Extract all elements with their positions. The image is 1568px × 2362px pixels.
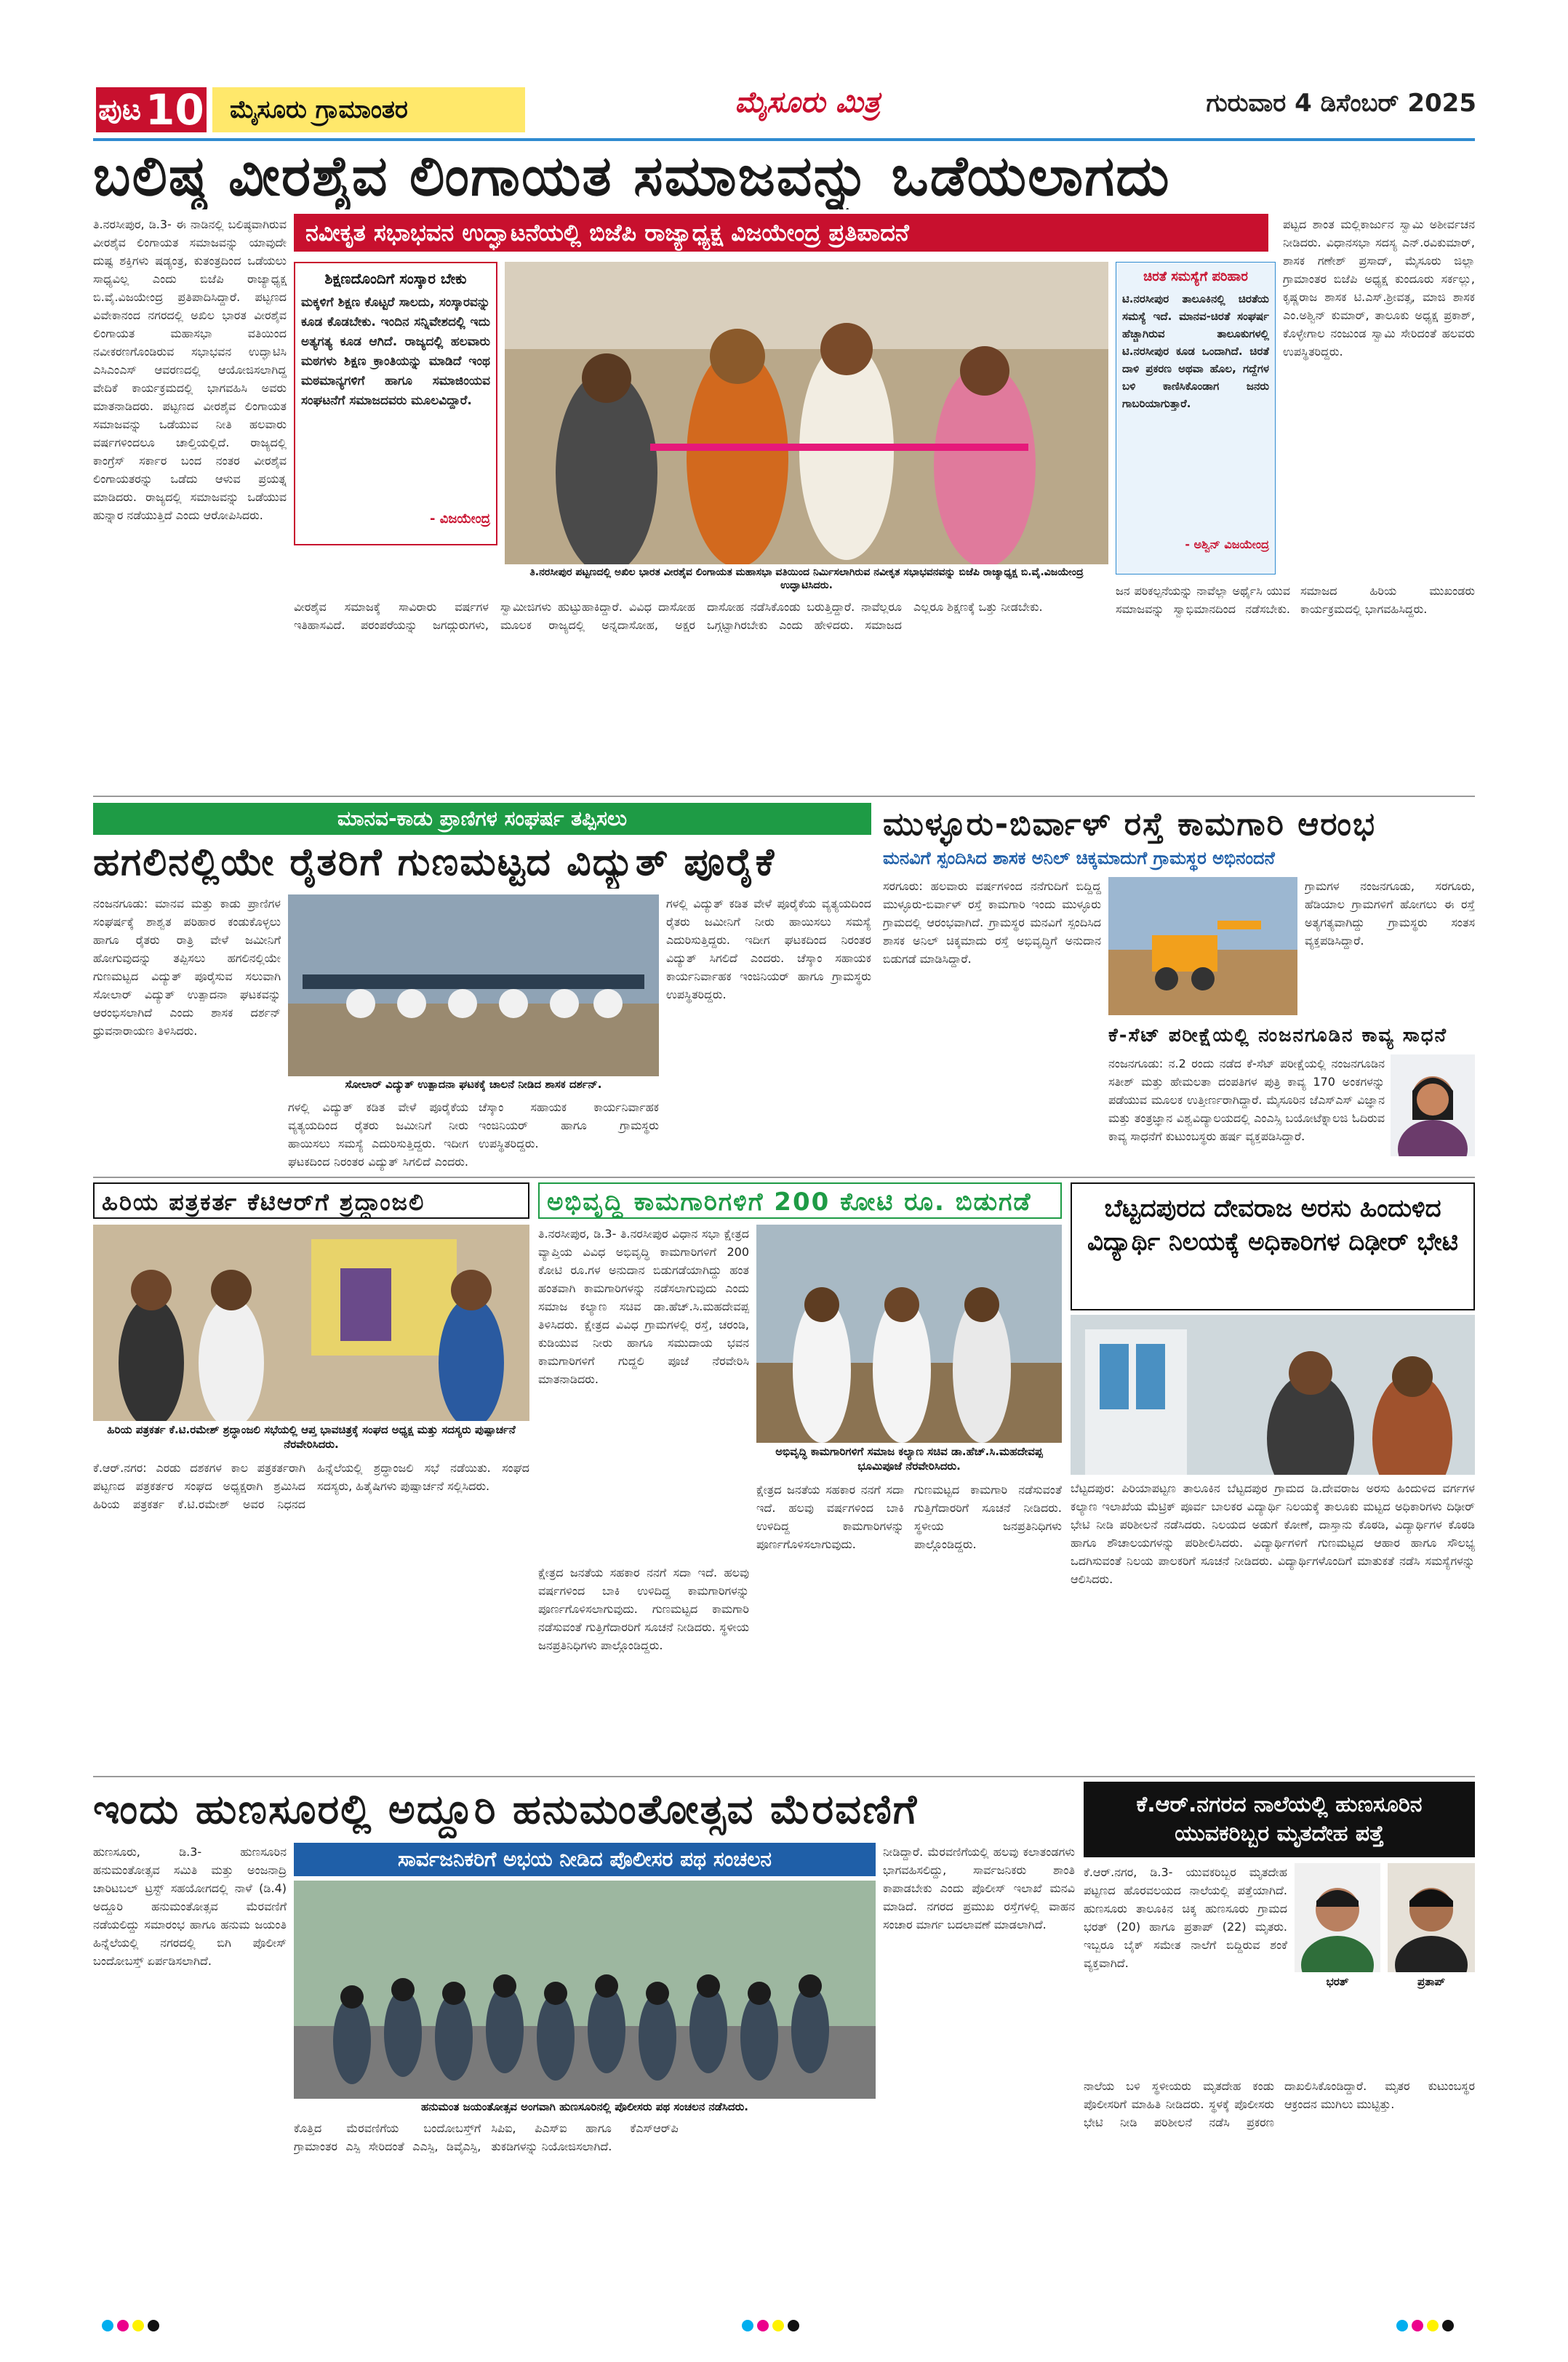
side-box-body: ಟಿ.ನರಸೀಪುರ ತಾಲೂಕಿನಲ್ಲಿ ಚಿರತೆಯ ಸಮಸ್ಯೆ ಇದೆ. ಮಾನವ-ಚಿರತೆ ಸಂಘರ್ಷ ಹೆಚ್ಚಾಗಿರುವ ತಾಲೂಕುಗಳಲ್ಲಿ ಟಿ.ನರಸೀಪುರ ಕೂಡ ಒಂದಾಗಿದೆ. ಚಿರತೆ ದಾಳಿ ಪ್ರಕರಣ ಅಥವಾ ಹೊಲ, ಗದ್ದೆಗಳ ಬಳಿ ಕಾಣಿಸಿಕೊಂಡಾಗ ಜನರು ಗಾಬರಿಯಾಗುತ್ತಾರೆ. — [1122, 292, 1269, 411]
power-photo-scene — [288, 894, 659, 1076]
lead-subhead: ನವೀಕೃತ ಸಭಾಭವನ ಉದ್ಘಾಟನೆಯಲ್ಲಿ ಬಿಜೆಪಿ ರಾಜ್ಯಾಧ್ಯಕ್ಷ ವಿಜಯೇಂದ್ರ ಪ್ರತಿಪಾದನೆ — [294, 214, 1268, 252]
kset-body: ನಂಜನಗೂಡು: ನ.2 ರಂದು ನಡೆದ ಕೆ-ಸೆಟ್ ಪರೀಕ್ಷೆಯಲ್ಲಿ ನಂಜನಗೂಡಿನ ಸತೀಶ್ ಮತ್ತು ಹೇಮಲತಾ ದಂಪತಿಗಳ ಪುತ್ರಿ ಕಾವ್ಯ 170 ಅಂಕಗಳನ್ನು ಪಡೆಯುವ ಮೂಲಕ ಉತ್ತೀರ್ಣರಾಗಿದ್ದಾರೆ. ಮೈಸೂರಿನ ಜೆಎಸ್‌ಎಸ್ ವಿಜ್ಞಾನ ಮತ್ತು ತಂತ್ರಜ್ಞಾನ ವಿಶ್ವವಿದ್ಯಾಲಯದಲ್ಲಿ ಎಂಎಸ್ಸಿ ಬಯೋಟೆಕ್ನಾಲಜಿ ಓದಿರುವ ಕಾವ್ಯ ಸಾಧನೆಗೆ ಕುಟುಂಬಸ್ಥರು ಹರ್ಷ ವ್ಯಕ್ತಪಡಿಸಿದ್ದಾರೆ. — [1108, 1057, 1385, 1143]
drown-name-1: ಭರತ್ — [1326, 1975, 1349, 1988]
hanuman-body: ಹುಣಸೂರು, ಡಿ.3- ಹುಣಸೂರಿನ ಹನುಮಂತೋತ್ಸವ ಸಮಿತಿ ಮತ್ತು ಅಂಜನಾದ್ರಿ ಚಾರಿಟಬಲ್ ಟ್ರಸ್ಟ್ ಸಹಯೋಗದಲ್ಲಿ ನಾಳೆ (ಡಿ.4) ಅದ್ದೂರಿ ಹನುಮಂತೋತ್ಸವ ಮೆರವಣಿಗೆ ನಡೆಯಲಿದ್ದು ಸಮಾರಂಭ ಹಾಗೂ ಹನುಮ ಜಯಂತಿ ಹಿನ್ನೆಲೆಯಲ್ಲಿ ನಗರದಲ್ಲಿ ಬಿಗಿ ಪೊಲೀಸ್ ಬಂದೋಬಸ್ತ್ ಏರ್ಪಡಿಸಲಾಗಿದೆ. — [93, 1845, 287, 1968]
masthead-logo: ಮೈಸೂರು ಮಿತ್ರ — [735, 86, 880, 119]
quote-box — [294, 262, 497, 545]
dev-headline: ಅಭಿವೃದ್ಧಿ ಕಾಮಗಾರಿಗಳಿಗೆ 200 ಕೋಟಿ ರೂ. ಬಿಡುಗಡೆ — [538, 1182, 1062, 1219]
hanuman-headline: ಇಂದು ಹುಣಸೂರಲ್ಲಿ ಅದ್ದೂರಿ ಹನುಮಂತೋತ್ಸವ ಮೆರವಣಿಗೆ — [93, 1786, 919, 1833]
drown-headline: ಕೆ.ಆರ್.ನಗರದ ನಾಲೆಯಲ್ಲಿ ಹುಣಸೂರಿನ ಯುವಕರಿಬ್ಬರ ಮೃತದೇಹ ಪತ್ತೆ — [1084, 1782, 1475, 1857]
section-title: ಮೈಸೂರು ಗ್ರಾಮಾಂತರ — [212, 87, 525, 132]
registration-marks-center — [742, 2320, 803, 2334]
hanuman-body-low: ಕೊತ್ತಿದ ಮೆರವಣಿಗೆಯ ಬಂದೋಬಸ್ತ್‌ಗೆ ಗ್ರಾಮಾಂತರ ಎಸ್ಪಿ ಸೇರಿದಂತೆ ಎಎಸ್ಪಿ, ಡಿವೈಎಸ್ಪಿ, ಸಿಪಿಐ, ಪಿಎಸ್ಐ ಹಾಗೂ ಕೆಎಸ್ಆರ್‌ಪಿ ತುಕಡಿಗಳನ್ನು ನಿಯೋಜಿಸಲಾಗಿದೆ. — [294, 2121, 679, 2153]
side-box-author: - ಅಶ್ವಿನ್ ವಿಜಯೇಂದ್ರ — [1185, 537, 1269, 552]
issue-date: ಗುರುವಾರ 4 ಡಿಸೆಂಬರ್ 2025 — [1206, 89, 1476, 118]
section-divider-3 — [93, 1776, 1475, 1777]
road-photo-scene — [1108, 877, 1297, 1015]
road-body: ಸರಗೂರು: ಹಲವಾರು ವರ್ಷಗಳಿಂದ ನನೆಗುದಿಗೆ ಬಿದ್ದಿದ್ದ ಮುಳ್ಳೂರು-ಬಿರ್ವಾಳ್ ರಸ್ತೆ ಕಾಮಗಾರಿ ಇಂದು ಮುಳ್ಳೂರು ಗ್ರಾಮದಲ್ಲಿ ಆರಂಭವಾಗಿದೆ. ಗ್ರಾಮಸ್ಥರ ಮನವಿಗೆ ಸ್ಪಂದಿಸಿದ ಶಾಸಕ ಅನಿಲ್ ಚಿಕ್ಕಮಾದು ರಸ್ತೆ ಅಭಿವೃದ್ಧಿಗೆ ಅನುದಾನ ಬಿಡುಗಡೆ ಮಾಡಿಸಿದ್ದಾರೆ. — [883, 879, 1101, 966]
dev-photo-scene — [756, 1225, 1062, 1443]
dev-photo-caption: ಅಭಿವೃದ್ಧಿ ಕಾಮಗಾರಿಗಳಿಗೆ ಸಮಾಜ ಕಲ್ಯಾಣ ಸಚಿವ ಡಾ.ಹೆಚ್.ಸಿ.ಮಹದೇವಪ್ಪ ಭೂಮಿಪೂಜೆ ನೆರವೇರಿಸಿದರು. — [775, 1445, 1043, 1473]
drown-portrait-2 — [1388, 1863, 1475, 1972]
drown-portrait-1-figure — [1295, 1863, 1380, 1972]
lead-body-mid: ವೀರಶೈವ ಸಮಾಜಕ್ಕೆ ಸಾವಿರಾರು ವರ್ಷಗಳ ಇತಿಹಾಸವಿದೆ. ಪರಂಪರೆಯನ್ನು ಜಗದ್ಗುರುಗಳು, ಸ್ವಾಮೀಜಿಗಳು ಹುಟ್ಟುಹಾಕಿದ್ದಾರೆ. ವಿವಿಧ ದಾಸೋಹ ಮೂಲಕ ರಾಜ್ಯದಲ್ಲಿ ಅನ್ನದಾಸೋಹ, ಅಕ್ಷರ ದಾಸೋಹ ನಡೆಸಿಕೊಂಡು ಬರುತ್ತಿದ್ದಾರೆ. ನಾವೆಲ್ಲರೂ ಒಗ್ಗಟ್ಟಾಗಿರಬೇಕು ಎಂದು ಹೇಳಿದರು. ಸಮಾಜದ ಎಲ್ಲರೂ ಶಿಕ್ಷಣಕ್ಕೆ ಒತ್ತು ನೀಡಬೇಕು. — [294, 600, 1043, 632]
page-number: 10 — [145, 85, 204, 135]
power-photo — [288, 894, 659, 1076]
drown-body: ಕೆ.ಆರ್.ನಗರ, ಡಿ.3- ಯುವಕರಿಬ್ಬರ ಮೃತದೇಹ ಪಟ್ಟಣದ ಹೊರವಲಯದ ನಾಲೆಯಲ್ಲಿ ಪತ್ತೆಯಾಗಿದೆ. ಹುಣಸೂರು ತಾಲೂಕಿನ ಚಿಕ್ಕ ಹುಣಸೂರು ಗ್ರಾಮದ ಭರತ್ (20) ಹಾಗೂ ಪ್ರತಾಪ್ (22) ಮೃತರು. ಇಬ್ಬರೂ ಬೈಕ್ ಸಮೇತ ನಾಲೆಗೆ ಬಿದ್ದಿರುವ ಶಂಕೆ ವ್ಯಕ್ತವಾಗಿದೆ. — [1084, 1865, 1287, 1970]
road-photo — [1108, 877, 1297, 1015]
page-label: ಪುಟ — [98, 93, 141, 127]
side-box — [1116, 262, 1276, 575]
tribute-photo-caption: ಹಿರಿಯ ಪತ್ರಕರ್ತ ಕೆ.ಟಿ.ರಮೇಶ್ ಶ್ರದ್ಧಾಂಜಲಿ ಸಭೆಯಲ್ಲಿ ಆಪ್ತ ಭಾವಚಿತ್ರಕ್ಕೆ ಸಂಘದ ಅಧ್ಯಕ್ಷ ಮತ್ತು ಸದಸ್ಯರು ಪುಷ್ಪಾರ್ಚನೆ ನೆರವೇರಿಸಿದರು. — [107, 1423, 516, 1451]
tribute-body: ಕೆ.ಆರ್.ನಗರ: ಎರಡು ದಶಕಗಳ ಕಾಲ ಪತ್ರಕರ್ತರಾಗಿ ಪಟ್ಟಣದ ಪತ್ರಕರ್ತರ ಸಂಘದ ಅಧ್ಯಕ್ಷರಾಗಿ ಶ್ರಮಿಸಿದ ಹಿರಿಯ ಪತ್ರಕರ್ತ ಕೆ.ಟಿ.ರಮೇಶ್ ಅವರ ನಿಧನದ ಹಿನ್ನೆಲೆಯಲ್ಲಿ ಶ್ರದ್ಧಾಂಜಲಿ ಸಭೆ ನಡೆಯಿತು. ಸಂಘದ ಸದಸ್ಯರು, ಹಿತೈಷಿಗಳು ಪುಷ್ಪಾರ್ಚನೆ ಸಲ್ಲಿಸಿದರು. — [93, 1461, 529, 1511]
kset-headline: ಕೆ-ಸೆಟ್ ಪರೀಕ್ಷೆಯಲ್ಲಿ ನಂಜನಗೂಡಿನ ಕಾವ್ಯ ಸಾಧನೆ — [1108, 1025, 1448, 1046]
quote-author: - ವಿಜಯೇಂದ್ರ — [429, 511, 490, 527]
tribute-photo-scene — [93, 1225, 529, 1421]
power-photo-caption: ಸೋಲಾರ್ ವಿದ್ಯುತ್ ಉತ್ಪಾದನಾ ಘಟಕಕ್ಕೆ ಚಾಲನೆ ನೀಡಿದ ಶಾಸಕ ದರ್ಶನ್. — [345, 1078, 602, 1091]
road-headline: ಮುಳ್ಳೂರು-ಬಿರ್ವಾಳ್ ರಸ್ತೆ ಕಾಮಗಾರಿ ಆರಂಭ — [883, 806, 1377, 843]
hanuman-subhead: ಸಾರ್ವಜನಿಕರಿಗೆ ಅಭಯ ನೀಡಿದ ಪೊಲೀಸರ ಪಥ ಸಂಚಲನ — [294, 1843, 876, 1876]
hostel-headline: ಬೆಟ್ಟದಪುರದ ದೇವರಾಜ ಅರಸು ಹಿಂದುಳಿದ ವಿದ್ಯಾರ್ಥಿ ನಿಲಯಕ್ಕೆ ಅಧಿಕಾರಿಗಳ ದಿಢೀರ್ ಭೇಟಿ — [1071, 1182, 1475, 1310]
lead-photo-caption: ತಿ.ನರಸೀಪುರ ಪಟ್ಟಣದಲ್ಲಿ ಅಖಿಲ ಭಾರತ ವೀರಶೈವ ಲಿಂಗಾಯತ ಮಹಾಸಭಾ ವತಿಯಿಂದ ನಿರ್ಮಿಸಲಾಗಿರುವ ನವೀಕೃತ ಸಭಾಭವನವನ್ನು ಬಿಜೆಪಿ ರಾಜ್ಯಾಧ್ಯಕ್ಷ ಬಿ.ವೈ.ವಿಜಯೇಂದ್ರ ಉದ್ಘಾಟಿಸಿದರು. — [529, 567, 1084, 591]
hanuman-photo-scene — [294, 1881, 876, 2099]
registration-marks-left — [102, 2320, 163, 2334]
lead-headline: ಬಲಿಷ್ಠ ವೀರಶೈವ ಲಿಂಗಾಯತ ಸಮಾಜವನ್ನು ಒಡೆಯಲಾಗದು — [93, 143, 1171, 208]
quote-title: ಶಿಕ್ಷಣದೊಂದಿಗೆ ಸಂಸ್ಕಾರ ಬೇಕು — [324, 270, 467, 287]
power-headline: ಹಗಲಿನಲ್ಲಿಯೇ ರೈತರಿಗೆ ಗುಣಮಟ್ಟದ ವಿದ್ಯುತ್ ಪೂರೈಕೆ — [93, 841, 776, 884]
kset-portrait-figure — [1391, 1054, 1475, 1156]
page-number-badge — [93, 84, 209, 135]
road-body-side: ಗ್ರಾಮಗಳ ನಂಜನಗೂಡು, ಸರಗೂರು, ಹೆಡಿಯಾಲ ಗ್ರಾಮಗಳಿಗೆ ಹೋಗಲು ಈ ರಸ್ತೆ ಅತ್ಯಗತ್ಯವಾಗಿದ್ದು ಗ್ರಾಮಸ್ಥರು ಸಂತಸ ವ್ಯಕ್ತಪಡಿಸಿದ್ದಾರೆ. — [1305, 879, 1475, 948]
lead-body-right: ಪಟ್ಟದ ಶಾಂತ ಮಲ್ಲಿಕಾರ್ಜುನ ಸ್ವಾಮಿ ಅಶೀರ್ವಚನ ನೀಡಿದರು. ವಿಧಾನಸಭಾ ಸದಸ್ಯ ಎನ್.ರವಿಕುಮಾರ್, ಶಾಸಕ ಗಣೇಶ್ ಪ್ರಸಾದ್, ಮೈಸೂರು ಜಿಲ್ಲಾ ಗ್ರಾಮಾಂತರ ಬಿಜೆಪಿ ಅಧ್ಯಕ್ಷ ಕುಂದೂರು ಸರ್ಕಲ್ಲು, ಕೃಷ್ಣರಾಜ ಶಾಸಕ ಟಿ.ಎಸ್.ಶ್ರೀವತ್ಸ, ಮಾಜಿ ಶಾಸಕ ಎಂ.ಅಶ್ವಿನ್ ಕುಮಾರ್, ತಾಲೂಕು ಅಧ್ಯಕ್ಷ ಪ್ರಕಾಶ್, ಕೊಳ್ಳೇಗಾಲ ನಂಜುಂಡ ಸ್ವಾಮಿ ಸೇರಿದಂತೆ ಹಲವರು ಉಪಸ್ಥಿತರಿದ್ದರು. — [1283, 217, 1475, 359]
lead-photo-scene — [505, 262, 1108, 564]
lead-body-left: ತಿ.ನರಸೀಪುರ, ಡಿ.3- ಈ ನಾಡಿನಲ್ಲಿ ಬಲಿಷ್ಠವಾಗಿರುವ ವೀರಶೈವ ಲಿಂಗಾಯತ ಸಮಾಜವನ್ನು ಯಾವುದೇ ದುಷ್ಟ ಶಕ್ತಿಗಳು ಷಡ್ಯಂತ್ರ, ಕುತಂತ್ರದಿಂದ ಒಡೆಯಲು ಸಾಧ್ಯವಿಲ್ಲ ಎಂದು ಬಿಜೆಪಿ ರಾಜ್ಯಾಧ್ಯಕ್ಷ ಬಿ.ವೈ.ವಿಜಯೇಂದ್ರ ಪ್ರತಿಪಾದಿಸಿದ್ದಾರೆ. ಪಟ್ಟಣದ ವಿವೇಕಾನಂದ ನಗರದಲ್ಲಿ ಅಖಿಲ ಭಾರತ ವೀರಶೈವ ಲಿಂಗಾಯತ ಮಹಾಸಭಾ ವತಿಯಿಂದ ನವೀಕರಣಗೊಂಡಿರುವ ಸಭಾಭವನ ಉದ್ಘಾಟಿಸಿ ಎಸಿಎಂಎಸ್ ಆವರಣದಲ್ಲಿ ಆಯೋಜಿಸಲಾಗಿದ್ದ ವೇದಿಕೆ ಕಾರ್ಯಕ್ರಮದಲ್ಲಿ ಭಾಗವಹಿಸಿ ಅವರು ಮಾತನಾಡಿದರು. ಪಟ್ಟಣದ ವೀರಶೈವ ಲಿಂಗಾಯತ ಸಮಾಜವನ್ನು ಒಡೆಯುವ ನೀತಿ ಹಲವಾರು ವರ್ಷಗಳಿಂದಲೂ ಚಾಲ್ತಿಯಲ್ಲಿದೆ. ರಾಜ್ಯದಲ್ಲಿ ಕಾಂಗ್ರೆಸ್ ಸರ್ಕಾರ ಬಂದ ನಂತರ ವೀರಶೈವ ಲಿಂಗಾಯತರನ್ನು ಒಡೆದು ಆಳುವ ಪ್ರಯತ್ನ ಮಾಡಿದರು. ರಾಜ್ಯದಲ್ಲಿ ಸಮಾಜವನ್ನು ಒಡೆಯುವ ಹುನ್ನಾರ ನಡೆಯುತ್ತಿದೆ ಎಂದು ಆರೋಪಿಸಿದರು. — [93, 217, 287, 522]
road-subhead: ಮನವಿಗೆ ಸ್ಪಂದಿಸಿದ ಶಾಸಕ ಅನಿಲ್ ಚಿಕ್ಕಮಾದುಗೆ ಗ್ರಾಮಸ್ಥರ ಅಭಿನಂದನೆ — [883, 848, 1275, 868]
dev-body: ತಿ.ನರಸೀಪುರ, ಡಿ.3- ತಿ.ನರಸೀಪುರ ವಿಧಾನ ಸಭಾ ಕ್ಷೇತ್ರದ ವ್ಯಾಪ್ತಿಯ ವಿವಿಧ ಅಭಿವೃದ್ಧಿ ಕಾಮಗಾರಿಗಳಿಗೆ 200 ಕೋಟಿ ರೂ.ಗಳ ಅನುದಾನ ಬಿಡುಗಡೆಯಾಗಿದ್ದು ಹಂತ ಹಂತವಾಗಿ ಕಾಮಗಾರಿಗಳನ್ನು ನಡೆಸಲಾಗುವುದು ಎಂದು ಸಮಾಜ ಕಲ್ಯಾಣ ಸಚಿವ ಡಾ.ಹೆಚ್.ಸಿ.ಮಹದೇವಪ್ಪ ತಿಳಿಸಿದರು. ಕ್ಷೇತ್ರದ ವಿವಿಧ ಗ್ರಾಮಗಳಲ್ಲಿ ರಸ್ತೆ, ಚರಂಡಿ, ಕುಡಿಯುವ ನೀರು ಹಾಗೂ ಸಮುದಾಯ ಭವನ ಕಾಮಗಾರಿಗಳಿಗೆ ಗುದ್ದಲಿ ಪೂಜೆ ನೆರವೇರಿಸಿ ಮಾತನಾಡಿದರು. — [538, 1227, 749, 1386]
hostel-body: ಬೆಟ್ಟದಪುರ: ಪಿರಿಯಾಪಟ್ಟಣ ತಾಲೂಕಿನ ಬೆಟ್ಟದಪುರ ಗ್ರಾಮದ ಡಿ.ದೇವರಾಜ ಅರಸು ಹಿಂದುಳಿದ ವರ್ಗಗಳ ಕಲ್ಯಾಣ ಇಲಾಖೆಯ ಮೆಟ್ರಿಕ್ ಪೂರ್ವ ಬಾಲಕರ ವಿದ್ಯಾರ್ಥಿ ನಿಲಯಕ್ಕೆ ತಾಲೂಕು ಮಟ್ಟದ ಅಧಿಕಾರಿಗಳು ದಿಢೀರ್ ಭೇಟಿ ನೀಡಿ ಪರಿಶೀಲನೆ ನಡೆಸಿದರು. ನಿಲಯದ ಅಡುಗೆ ಕೋಣೆ, ದಾಸ್ತಾನು ಕೊಠಡಿ, ವಿದ್ಯಾರ್ಥಿಗಳ ಕೊಠಡಿ ಹಾಗೂ ಶೌಚಾಲಯಗಳನ್ನು ಪರಿಶೀಲಿಸಿದರು. ವಿದ್ಯಾರ್ಥಿಗಳಿಗೆ ಗುಣಮಟ್ಟದ ಆಹಾರ ಹಾಗೂ ಸೌಲಭ್ಯ ಒದಗಿಸುವಂತೆ ನಿಲಯ ಪಾಲಕರಿಗೆ ಸೂಚನೆ ನೀಡಿದರು. ವಿದ್ಯಾರ್ಥಿಗಳೊಂದಿಗೆ ಮಾತುಕತೆ ನಡೆಸಿ ಸಮಸ್ಯೆಗಳನ್ನು ಆಲಿಸಿದರು. — [1071, 1481, 1475, 1586]
section-divider — [93, 796, 1475, 797]
drown-portrait-2-figure — [1388, 1863, 1475, 1972]
hostel-photo — [1071, 1315, 1475, 1475]
registration-marks-right — [1396, 2320, 1457, 2334]
tribute-photo — [93, 1225, 529, 1421]
dev-body-2: ಕ್ಷೇತ್ರದ ಜನತೆಯ ಸಹಕಾರ ನನಗೆ ಸದಾ ಇದೆ. ಹಲವು ವರ್ಷಗಳಿಂದ ಬಾಕಿ ಉಳಿದಿದ್ದ ಕಾಮಗಾರಿಗಳನ್ನು ಪೂರ್ಣಗೊಳಿಸಲಾಗುವುದು. ಗುಣಮಟ್ಟದ ಕಾಮಗಾರಿ ನಡೆಸುವಂತೆ ಗುತ್ತಿಗೆದಾರರಿಗೆ ಸೂಚನೆ ನೀಡಿದರು. ಸ್ಥಳೀಯ ಜನಪ್ರತಿನಿಧಿಗಳು ಪಾಲ್ಗೊಂಡಿದ್ದರು. — [756, 1483, 1062, 1551]
hanuman-body-right: ನೀಡಿದ್ದಾರೆ. ಮೆರವಣಿಗೆಯಲ್ಲಿ ಹಲವು ಕಲಾತಂಡಗಳು ಭಾಗವಹಿಸಲಿದ್ದು, ಸಾರ್ವಜನಿಕರು ಶಾಂತಿ ಕಾಪಾಡಬೇಕು ಎಂದು ಪೊಲೀಸ್ ಇಲಾಖೆ ಮನವಿ ಮಾಡಿದೆ. ನಗರದ ಪ್ರಮುಖ ರಸ್ತೆಗಳಲ್ಲಿ ವಾಹನ ಸಂಚಾರ ಮಾರ್ಗ ಬದಲಾವಣೆ ಮಾಡಲಾಗಿದೆ. — [883, 1845, 1075, 1931]
drown-body-2: ನಾಲೆಯ ಬಳಿ ಸ್ಥಳೀಯರು ಮೃತದೇಹ ಕಂಡು ಪೊಲೀಸರಿಗೆ ಮಾಹಿತಿ ನೀಡಿದರು. ಸ್ಥಳಕ್ಕೆ ಪೊಲೀಸರು ಭೇಟಿ ನೀಡಿ ಪರಿಶೀಲನೆ ನಡೆಸಿ ಪ್ರಕರಣ ದಾಖಲಿಸಿಕೊಂಡಿದ್ದಾರೆ. ಮೃತರ ಕುಟುಂಬಸ್ಥರ ಆಕ್ರಂದನ ಮುಗಿಲು ಮುಟ್ಟಿತ್ತು. — [1084, 2079, 1475, 2129]
quote-body: ಮಕ್ಕಳಿಗೆ ಶಿಕ್ಷಣ ಕೊಟ್ಟರೆ ಸಾಲದು, ಸಂಸ್ಕಾರವನ್ನು ಕೂಡ ಕೊಡಬೇಕು. ಇಂದಿನ ಸನ್ನಿವೇಶದಲ್ಲಿ ಇದು ಅತ್ಯಗತ್ಯ ಕೂಡ ಆಗಿದೆ. ರಾಜ್ಯದಲ್ಲಿ ಹಲವಾರು ಮಠಗಳು ಶಿಕ್ಷಣ ಕ್ರಾಂತಿಯನ್ನು ಮಾಡಿದೆ ಇಂಥ ಮಠಮಾನ್ಯಗಳಿಗೆ ಹಾಗೂ ಸಮಾಜಿಂಯವ ಸಂಘಟನೆಗೆ ಸಮಾಜದವರು ಮೂಲವಿದ್ದಾರೆ. — [301, 295, 490, 408]
side-box-title: ಚಿರತೆ ಸಮಸ್ಯೆಗೆ ಪರಿಹಾರ — [1143, 269, 1248, 284]
power-kicker: ಮಾನವ-ಕಾಡು ಪ್ರಾಣಿಗಳ ಸಂಘರ್ಷ ತಪ್ಪಿಸಲು — [93, 803, 871, 835]
hanuman-photo-caption: ಹನುಮಂತ ಜಯಂತೋತ್ಸವ ಅಂಗವಾಗಿ ಹುಣಸೂರಿನಲ್ಲಿ ಪೊಲೀಸರು ಪಥ ಸಂಚಲನ ನಡೆಸಿದರು. — [421, 2100, 748, 2113]
kset-portrait — [1391, 1054, 1475, 1156]
lead-body-right2: ಜನ ಪರಿಕಲ್ಪನೆಯನ್ನು ನಾವೆಲ್ಲಾ ಅರ್ಥೈಸಿ ಯುವ ಸಮಾಜವನ್ನು ಸ್ವಾಭಿಮಾನದಿಂದ ನಡೆಸಬೇಕು. ಸಮಾಜದ ಹಿರಿಯ ಮುಖಂಡರು ಕಾರ್ಯಕ್ರಮದಲ್ಲಿ ಭಾಗವಹಿಸಿದ್ದರು. — [1116, 584, 1475, 616]
dev-body-3: ಕ್ಷೇತ್ರದ ಜನತೆಯ ಸಹಕಾರ ನನಗೆ ಸದಾ ಇದೆ. ಹಲವು ವರ್ಷಗಳಿಂದ ಬಾಕಿ ಉಳಿದಿದ್ದ ಕಾಮಗಾರಿಗಳನ್ನು ಪೂರ್ಣಗೊಳಿಸಲಾಗುವುದು. ಗುಣಮಟ್ಟದ ಕಾಮಗಾರಿ ನಡೆಸುವಂತೆ ಗುತ್ತಿಗೆದಾರರಿಗೆ ಸೂಚನೆ ನೀಡಿದರು. ಸ್ಥಳೀಯ ಜನಪ್ರತಿನಿಧಿಗಳು ಪಾಲ್ಗೊಂಡಿದ್ದರು. — [538, 1566, 749, 1652]
header-rule — [93, 138, 1475, 141]
power-body-right: ಗಳಲ್ಲಿ ವಿದ್ಯುತ್ ಕಡಿತ ವೇಳೆ ಪೂರೈಕೆಯ ವ್ಯತ್ಯಯದಿಂದ ರೈತರು ಜಮೀನಿಗೆ ನೀರು ಹಾಯಿಸಲು ಸಮಸ್ಯೆ ಎದುರಿಸುತ್ತಿದ್ದರು. ಇದೀಗ ಘಟಕದಿಂದ ನಿರಂತರ ವಿದ್ಯುತ್ ಸಿಗಲಿದೆ ಎಂದರು. ಚೆಸ್ಕಾಂ ಸಹಾಯಕ ಕಾರ್ಯನಿರ್ವಾಹಕ ಇಂಜಿನಿಯರ್ ಹಾಗೂ ಗ್ರಾಮಸ್ಥರು ಉಪಸ್ಥಿತರಿದ್ದರು. — [666, 897, 871, 1001]
power-body: ನಂಜನಗೂಡು: ಮಾನವ ಮತ್ತು ಕಾಡು ಪ್ರಾಣಿಗಳ ಸಂಘರ್ಷಕ್ಕೆ ಶಾಶ್ವತ ಪರಿಹಾರ ಕಂಡುಕೊಳ್ಳಲು ಹಾಗೂ ರೈತರು ರಾತ್ರಿ ವೇಳೆ ಜಮೀನಿಗೆ ಹೋಗುವುದನ್ನು ತಪ್ಪಿಸಲು ಹಗಲಿನಲ್ಲಿಯೇ ಗುಣಮಟ್ಟದ ವಿದ್ಯುತ್ ಪೂರೈಸುವ ಸಲುವಾಗಿ ಸೋಲಾರ್ ವಿದ್ಯುತ್ ಉತ್ಪಾದನಾ ಘಟಕವನ್ನು ಆರಂಭಿಸಲಾಗಿದೆ ಎಂದು ಶಾಸಕ ದರ್ಶನ್ ಧ್ರುವನಾರಾಯಣ ತಿಳಿಸಿದರು. — [93, 897, 281, 1038]
hanuman-photo — [294, 1881, 876, 2099]
dev-photo — [756, 1225, 1062, 1443]
hostel-photo-scene — [1071, 1315, 1475, 1475]
tribute-headline: ಹಿರಿಯ ಪತ್ರಕರ್ತ ಕೆಟಿಆರ್‌ಗೆ ಶ್ರದ್ಧಾಂಜಲಿ — [93, 1182, 529, 1219]
section-divider-2 — [93, 1177, 1475, 1178]
drown-name-2: ಪ್ರತಾಪ್ — [1417, 1975, 1445, 1988]
power-body-bottom: ಗಳಲ್ಲಿ ವಿದ್ಯುತ್ ಕಡಿತ ವೇಳೆ ಪೂರೈಕೆಯ ವ್ಯತ್ಯಯದಿಂದ ರೈತರು ಜಮೀನಿಗೆ ನೀರು ಹಾಯಿಸಲು ಸಮಸ್ಯೆ ಎದುರಿಸುತ್ತಿದ್ದರು. ಇದೀಗ ಘಟಕದಿಂದ ನಿರಂತರ ವಿದ್ಯುತ್ ಸಿಗಲಿದೆ ಎಂದರು. ಚೆಸ್ಕಾಂ ಸಹಾಯಕ ಕಾರ್ಯನಿರ್ವಾಹಕ ಇಂಜಿನಿಯರ್ ಹಾಗೂ ಗ್ರಾಮಸ್ಥರು ಉಪಸ್ಥಿತರಿದ್ದರು. — [288, 1100, 659, 1169]
lead-photo — [505, 262, 1108, 564]
drown-portrait-1 — [1295, 1863, 1380, 1972]
